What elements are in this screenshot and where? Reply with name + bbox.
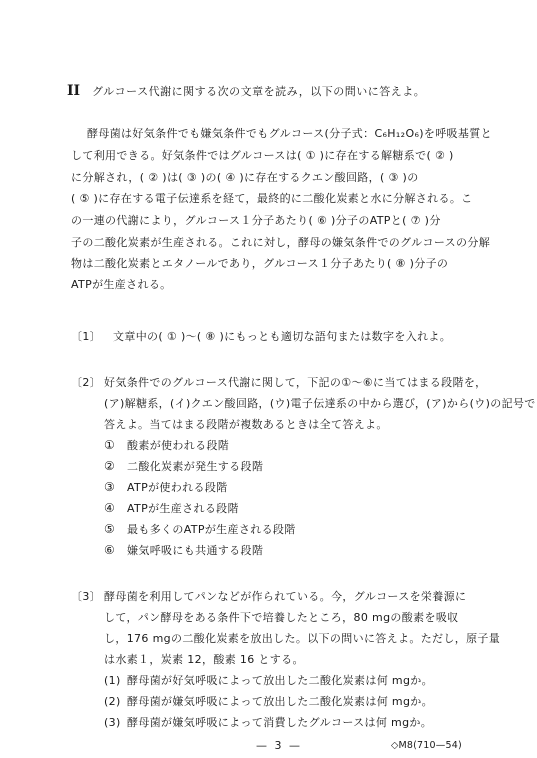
item-number: ⑥ <box>104 543 116 557</box>
passage-line: して利用できる。好気条件ではグルコースは( ① )に存在する解糖系で( ② ) <box>71 149 454 162</box>
item-text: ATPが生産される段階 <box>127 502 239 515</box>
passage-line: 子の二酸化炭素が生産される。これに対し，酵母の嫌気条件でのグルコースの分解 <box>71 236 491 249</box>
item-number: ⑤ <box>104 522 116 536</box>
item-text: 酵母菌が嫌気呼吸によって消費したグルコースは何 mgか。 <box>127 716 433 729</box>
question-label: 〔3〕 <box>71 590 102 603</box>
passage-line: 酵母菌は好気条件でも嫌気条件でもグルコース(分子式：C₆H₁₂O₆)を呼吸基質と <box>87 127 492 140</box>
passage-line: ( ⑤ )に存在する電子伝達系を経て，最終的に二酸化炭素と水に分解される。こ <box>71 192 473 205</box>
item-text: 酸素が使われる段階 <box>127 439 230 452</box>
item-text: ATPが使われる段階 <box>127 481 228 494</box>
question-intro-line: し，176 mgの二酸化炭素を放出した。以下の問いに答えよ。ただし，原子量 <box>104 632 501 645</box>
exam-code: ◇M8(710—54) <box>391 740 462 751</box>
question-intro-line: 酵母菌を利用してパンなどが作られている。今，グルコースを栄養源に <box>104 590 467 603</box>
item-number: ② <box>104 459 116 473</box>
page-number: — 3 — <box>256 739 302 752</box>
item-text: 酵母菌が好気呼吸によって放出した二酸化炭素は何 mgか。 <box>127 674 433 687</box>
question-intro-line: 好気条件でのグルコース代謝に関して，下記の①〜⑥に当てはまる段階を， <box>104 376 487 389</box>
item-number: (1) <box>104 674 121 687</box>
question-intro-line: (ア)解糖系，(イ)クエン酸回路，(ウ)電子伝達系の中から選び，(ア)から(ウ)の記号で <box>104 397 536 410</box>
passage-line: 物は二酸化炭素とエタノールであり，グルコース１分子あたり( ⑧ )分子の <box>71 257 449 270</box>
question-label: 〔1〕 <box>71 330 102 343</box>
item-number: (3) <box>104 716 121 729</box>
section-title: グルコース代謝に関する次の文章を読み，以下の問いに答えよ。 <box>92 85 426 98</box>
item-text: 酵母菌が嫌気呼吸によって放出した二酸化炭素は何 mgか。 <box>127 695 433 708</box>
question-intro-line: して，パン酵母をある条件下で培養したところ，80 mgの酸素を吸収 <box>104 611 459 624</box>
item-number: ① <box>104 438 116 452</box>
passage-line: に分解され，( ② )は( ③ )の( ④ )に存在するクエン酸回路，( ③ )の <box>71 171 419 184</box>
item-number: (2) <box>104 695 121 708</box>
section-numeral: II <box>67 83 81 99</box>
item-text: 最も多くのATPが生産される段階 <box>127 523 296 536</box>
question-label: 〔2〕 <box>71 376 102 389</box>
question-text: 文章中の( ① )〜( ⑧ )にもっとも適切な語句または数字を入れよ。 <box>113 330 452 343</box>
passage-line: の一連の代謝により，グルコース１分子あたり( ⑥ )分子のATPと( ⑦ )分 <box>71 214 441 227</box>
question-intro-line: は水素１，炭素 12，酸素 16 とする。 <box>104 653 304 666</box>
item-text: 二酸化炭素が発生する段階 <box>127 460 264 473</box>
item-text: 嫌気呼吸にも共通する段階 <box>127 544 264 557</box>
question-intro-line: 答えよ。当てはまる段階が複数あるときは全て答えよ。 <box>104 418 388 431</box>
passage-line: ATPが生産される。 <box>71 278 172 291</box>
item-number: ④ <box>104 501 116 515</box>
item-number: ③ <box>104 480 116 494</box>
